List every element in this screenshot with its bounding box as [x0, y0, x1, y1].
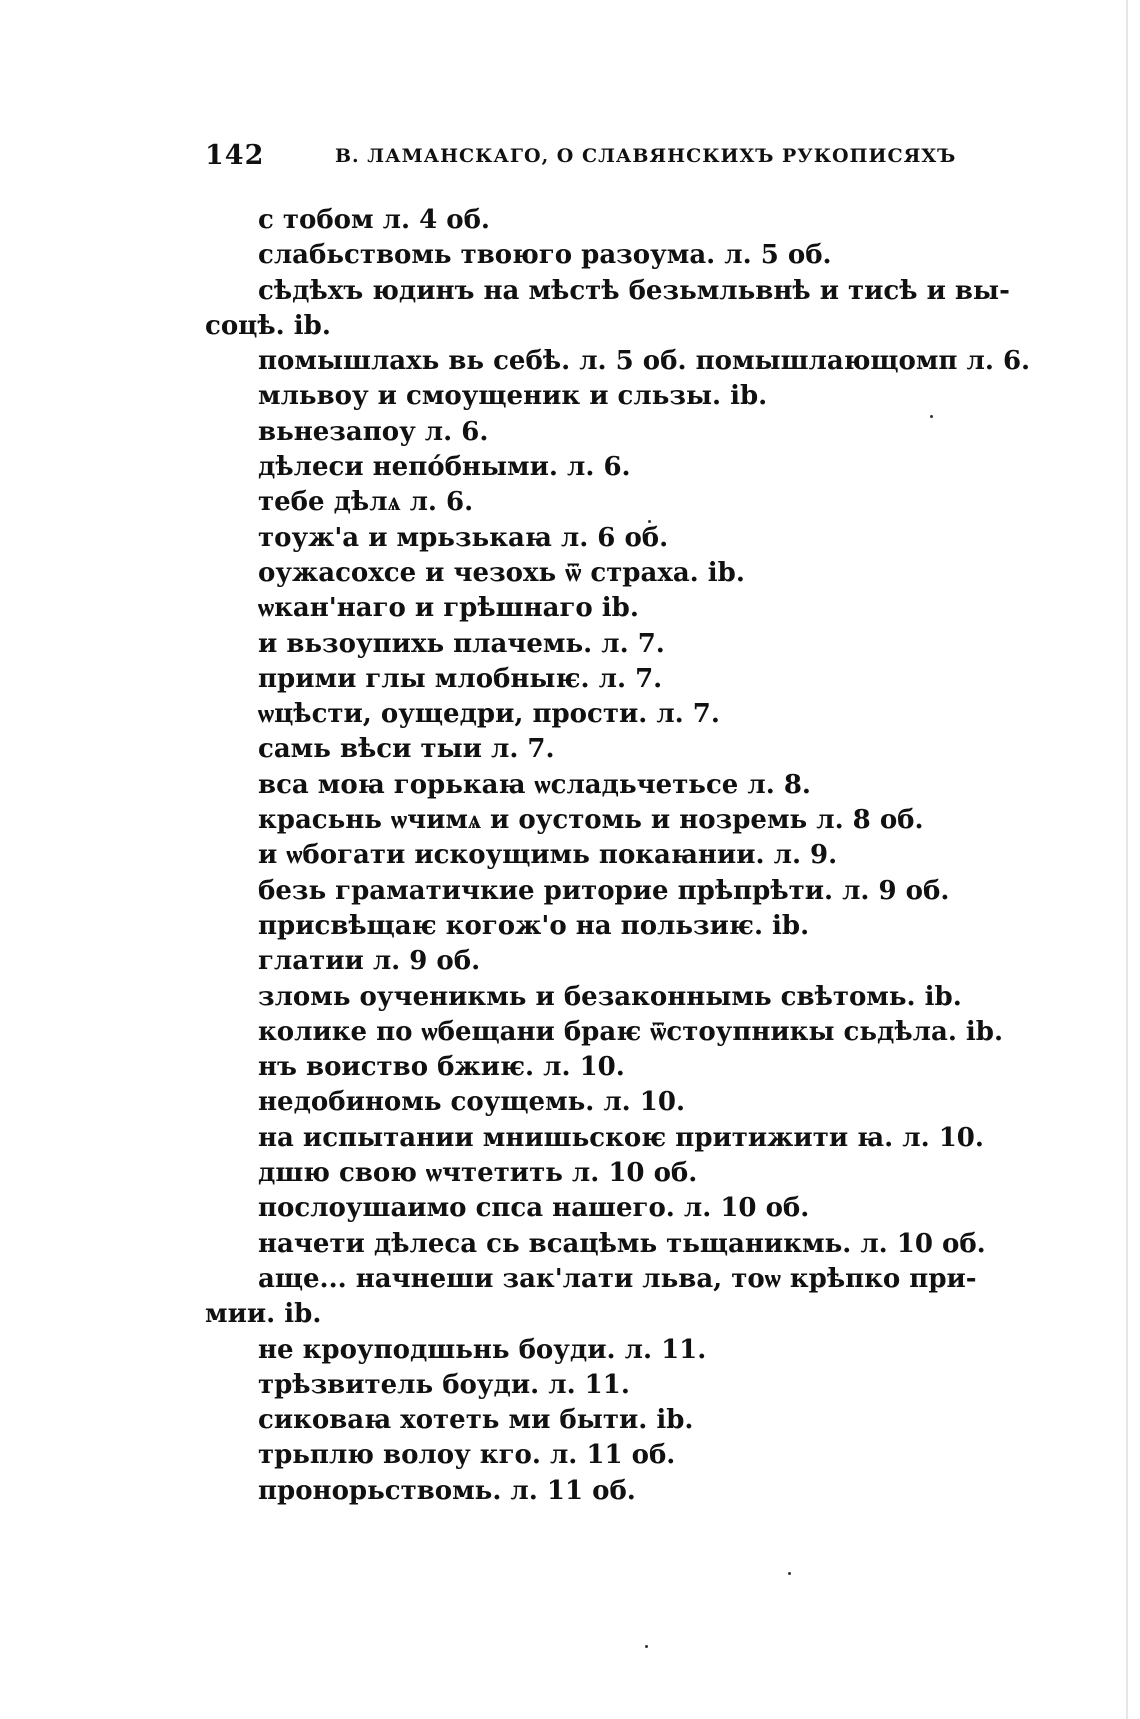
text-line: трьплю волоу кго. л. 11 об.: [258, 1440, 676, 1471]
text-line: зломь оученикмь и безаконнымь свѣтомь. ib.: [258, 981, 962, 1012]
text-line: тебе дѣлѧ л. 6.: [258, 487, 474, 518]
text-line: дшю свою ѡчтетить л. 10 об.: [258, 1158, 698, 1189]
text-line: пронорьствомь. л. 11 об.: [258, 1475, 636, 1506]
text-line: мльвоу и смоущеник и сльзы. ib.: [258, 381, 768, 412]
scan-speck: [648, 520, 651, 523]
text-line: соцѣ. ib.: [205, 310, 331, 341]
text-line: вьнезапоу л. 6.: [258, 416, 489, 447]
scan-speck: [930, 415, 933, 418]
scan-speck: [788, 1572, 791, 1575]
text-line: присвѣщаѥ когож'о на пользиѥ. ib.: [258, 910, 810, 941]
page-header: [205, 140, 1025, 180]
text-line: нъ воиство бжиѥ. л. 10.: [258, 1052, 625, 1083]
text-line: и вьзоупихь плачемь. л. 7.: [258, 628, 665, 659]
scan-speck: [645, 1645, 648, 1648]
text-line: ѡцѣсти, оущедри, прости. л. 7.: [258, 699, 720, 730]
body-text: [205, 203, 1031, 1509]
text-line: аще... начнеши зак'лати льва, тоѡ крѣпко при-: [258, 1263, 977, 1294]
text-line: безь граматичкие риторие прѣпрѣти. л. 9 об.: [258, 875, 950, 906]
text-line: слабьствомь твоюго разоума. л. 5 об.: [258, 240, 832, 271]
page-number: 142: [205, 140, 265, 171]
text-line: дѣлеси непо́бными. л. 6.: [258, 452, 631, 483]
text-line: с тобом л. 4 об.: [258, 205, 490, 235]
text-line: мии. ib.: [205, 1299, 322, 1330]
text-line: сиковаꙗ хотеть ми быти. ib.: [258, 1405, 694, 1436]
text-line: сѣдѣхъ юдинъ на мѣстѣ безьмльвнѣ и тисѣ и вы-: [258, 275, 1010, 306]
text-line: на испытании мнишьскоѥ притижити ꙗ. л. 10.: [258, 1122, 984, 1153]
text-line: не кроуподшьнь боуди. л. 11.: [258, 1334, 707, 1365]
text-line: вса моꙗ горькаꙗ ѡсладьчетьсе л. 8.: [258, 769, 811, 800]
text-line: и ѡбогати искоущимь покаꙗнии. л. 9.: [258, 840, 838, 871]
text-line: ѡкан'наго и грѣшнаго ib.: [258, 593, 639, 624]
text-line: красьнь ѡчимѧ и оустомь и нозремь л. 8 об.: [258, 805, 924, 836]
text-line: оужасохсе и чезохь ѿ страха. ib.: [258, 557, 745, 588]
text-line: прими глы млобныѥ. л. 7.: [258, 663, 663, 694]
text-line: самь вѣси тыи л. 7.: [258, 734, 555, 765]
page-edge: [1126, 0, 1128, 1719]
text-line: колике по ѡбещани браѥ ѿстоупникы сьдѣла. ib.: [258, 1016, 1004, 1047]
text-line: трѣзвитель боуди. л. 11.: [258, 1369, 630, 1400]
text-line: тоуж'а и мрьзькаꙗ л. 6 об.: [258, 522, 669, 553]
text-line: глатии л. 9 об.: [258, 946, 481, 977]
text-line: недобиномь соущемь. л. 10.: [258, 1087, 686, 1118]
text-line: помышлахь вь себѣ. л. 5 об. помышлающомп л. 6.: [258, 346, 1031, 377]
text-line: послоушаимо спса нашего. л. 10 об.: [258, 1193, 810, 1224]
text-line: начети дѣлеса сь всацѣмь тьщаникмь. л. 10 об.: [258, 1228, 986, 1259]
running-title: В. ЛАМАНСКАГО, О СЛАВЯНСКИХЪ РУКОПИСЯХЪ: [335, 145, 957, 167]
